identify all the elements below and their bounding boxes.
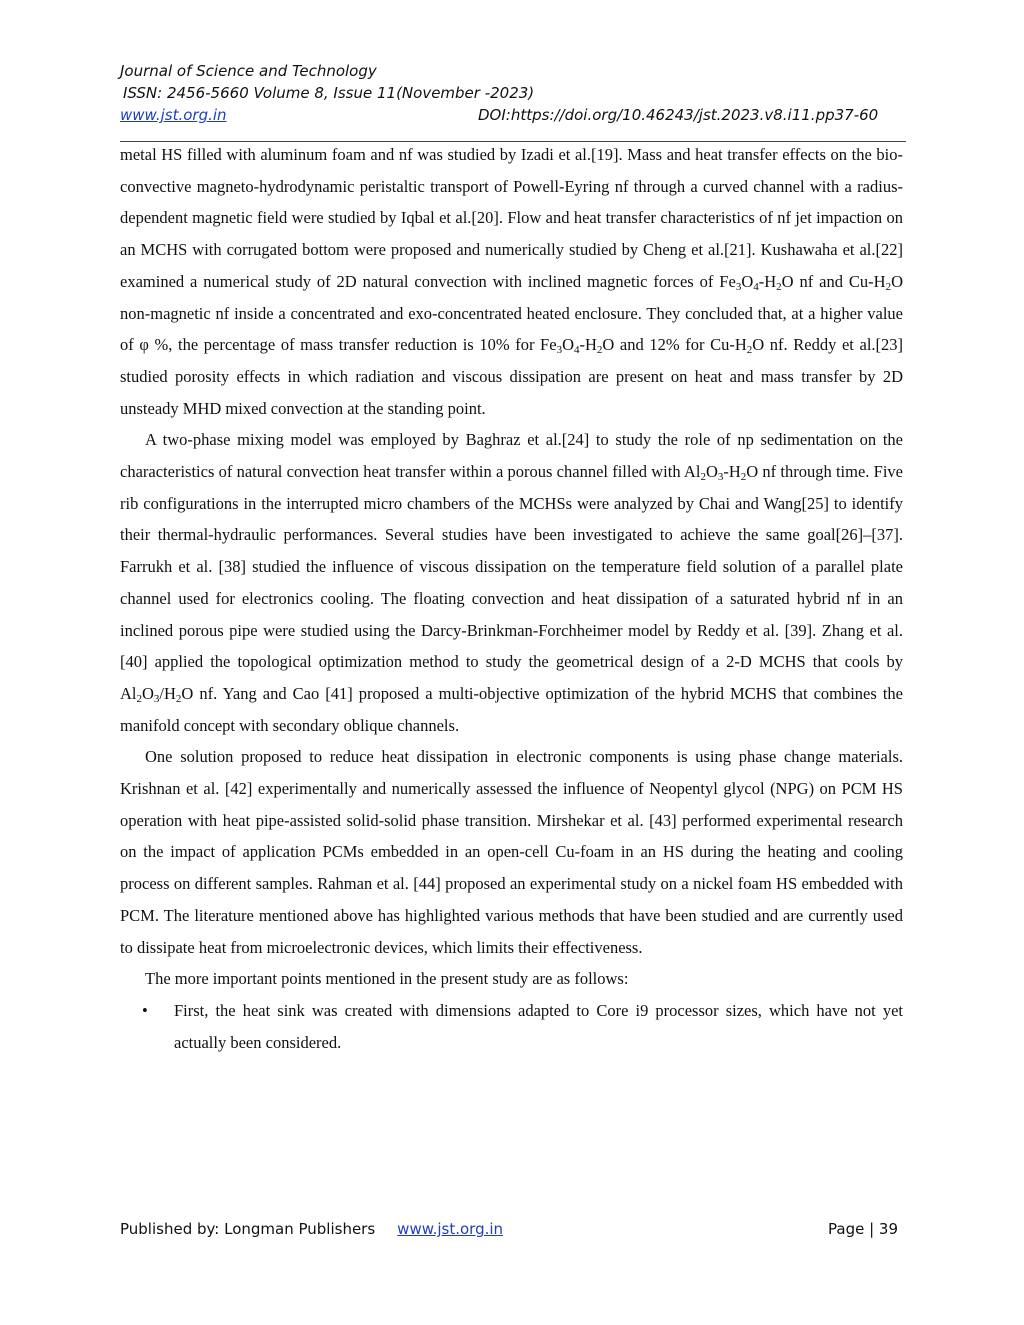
- article-body: [120, 139, 903, 1058]
- footer-site-link[interactable]: www.jst.org.in: [397, 1220, 504, 1238]
- text-run: -H: [579, 335, 597, 355]
- text-run: O: [562, 335, 574, 355]
- bullet-text: First, the heat sink was created with dimensions adapted to Core i9 processor sizes, which have not yet actually been considered.: [174, 1000, 903, 1052]
- paragraph-3: One solution proposed to reduce heat dissipation in electronic components is using phase change materials. Krishnan et al. [42] experimentally and numerically assessed the influence of Neopentyl glycol (NPG) on PCM HS operation with heat pipe-assisted solid-solid phase transition. Mirshekar et al. [43] performed experimental research on the impact of application PCMs embedded in an open-cell Cu-foam in an HS during the heating and cooling process on different samples. Rahman et al. [44] proposed an experimental study on a nickel foam HS embedded with PCM. The literature mentioned above has highlighted various methods that have been studied and are currently used to dissipate heat from microelectronic devices, which limits their effectiveness.: [120, 747, 903, 957]
- bullet-icon: •: [142, 1000, 148, 1020]
- issn-line: ISSN: 2456-5660 Volume 8, Issue 11(November -2023): [123, 84, 535, 102]
- subscript: 2: [746, 344, 753, 357]
- subscript: 4: [573, 344, 580, 357]
- text-run: O and 12% for Cu-H: [602, 335, 747, 355]
- text-run: O: [741, 271, 754, 291]
- text-run: O nf. Yang and Cao [41] proposed a multi-objective optimization of the hybrid MCHS that combines the manifold concept with secondary oblique channels.: [120, 683, 903, 735]
- subscript: 2: [776, 280, 782, 293]
- text-run: O nf. Reddy et al.[23] studied porosity effects in which radiation and viscous dissipation are present on heat and mass transfer by 2D unsteady MHD mixed convection at the standing point.: [120, 335, 904, 418]
- text-run: -H: [723, 462, 741, 482]
- paragraph-4: The more important points mentioned in the present study are as follows:: [145, 969, 629, 989]
- subscript: 2: [885, 280, 892, 293]
- text-run: -H: [758, 271, 777, 291]
- journal-site-link[interactable]: www.jst.org.in: [120, 106, 227, 124]
- journal-title: Journal of Science and Technology: [120, 62, 377, 80]
- publisher-text: Published by: Longman Publishers: [120, 1220, 376, 1238]
- subscript: 2: [175, 692, 182, 705]
- text-run: O: [705, 462, 718, 482]
- page-footer: [120, 1220, 898, 1238]
- paragraph-2: [120, 424, 903, 741]
- subscript: 3: [556, 344, 563, 357]
- text-run: metal HS filled with aluminum foam and nf was studied by Izadi et al.[19]. Mass and heat transfer effects on the bio-convective magneto-hydrodynamic peristaltic transport of Powell-Eyring nf through a curved channel with a radius-dependent magnetic field were studied by Iqbal et al.[20]. Flow and heat transfer characteristics of nf jet impaction on an MCHS with corrugated bottom were proposed and numerically studied by Cheng et al.[21]. Kushawaha et al.[22] examined a numerical study of 2D natural convection with inclined magnetic forces of Fe: [120, 145, 903, 291]
- subscript: 4: [753, 280, 759, 293]
- doi-text: DOI:https://doi.org/10.46243/jst.2023.v8.i11.pp37-60: [478, 106, 879, 124]
- subscript: 2: [136, 692, 142, 705]
- paragraph-1: [120, 139, 903, 424]
- bullet-item: [120, 995, 903, 1058]
- page-header: [120, 60, 906, 126]
- text-run: O nf through time. Five rib configurations in the interrupted micro chambers of the MCHSs were analyzed by Chai and Wang[25] to identify their thermal-hydraulic performances. Several studies have been investigated to achieve the same goal[26]–[37]. Farrukh et al. [38] studied the influence of viscous dissipation on the temperature field solution of a parallel plate channel used for electronics cooling. The floating convection and heat dissipation of a saturated hybrid nf in an inclined porous pipe were studied using the Darcy-Brinkman-Forchheimer model by Reddy et al. [39]. Zhang et al. [40] applied the topological optimization method to study the geometrical design of a 2-D MCHS that cools by Al: [120, 462, 903, 703]
- text-run: O: [142, 683, 154, 703]
- text-run: /H: [159, 683, 176, 703]
- subscript: 3: [153, 692, 160, 705]
- subscript: 3: [717, 471, 724, 484]
- header-links-row: [120, 104, 906, 126]
- subscript: 2: [596, 344, 603, 357]
- text-run: O non-magnetic nf inside a concentrated and exo-concentrated heated enclosure. They concluded that, at a higher value of φ %, the percentage of mass transfer reduction is 10% for Fe: [120, 271, 903, 355]
- page-number: Page | 39: [828, 1220, 898, 1238]
- subscript: 2: [740, 471, 747, 484]
- subscript: 3: [735, 280, 742, 293]
- subscript: 2: [700, 471, 706, 484]
- text-run: O nf and Cu-H: [781, 271, 886, 291]
- text-run: A two-phase mixing model was employed by Baghraz et al.[24] to study the role of np sedimentation on the characteristics of natural convection heat transfer within a porous channel filled with Al: [120, 430, 903, 482]
